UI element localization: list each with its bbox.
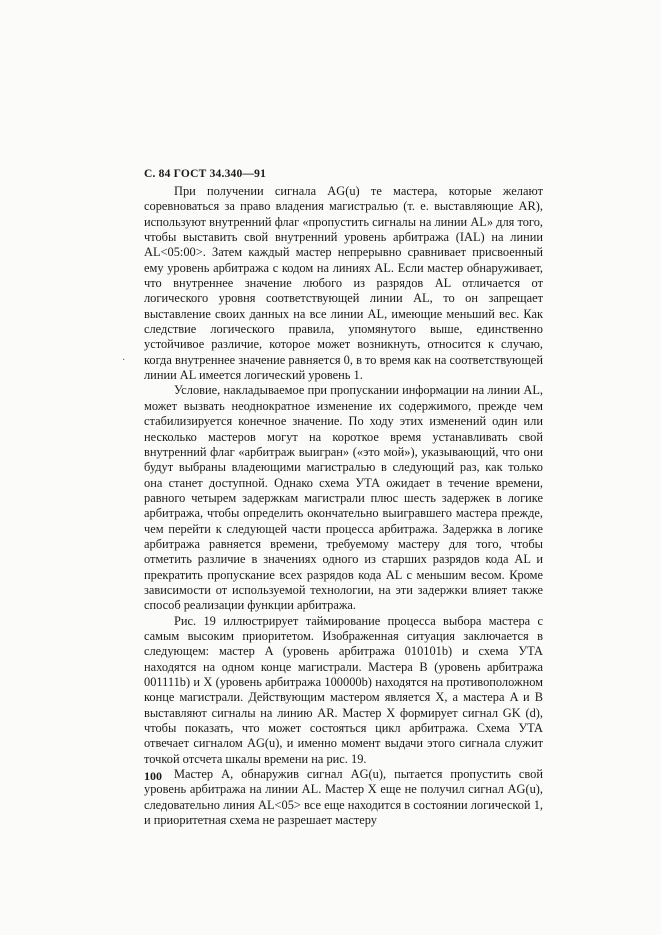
body-text xyxy=(144,184,543,828)
paragraph-1: При получении сигнала AG(u) те мастера, которые желают соревноваться за право владения магистралью (т. е. выставляющие AR), используют внутренний флаг «пропустить сигналы на линии AL» для того, чтобы выставить свой внутренний уровень арбитража (IAL) на линии AL<05:00>. Затем каждый мастер непрерывно сравнивает присвоенный ему уровень арбитража с кодом на линиях AL. Если мастер обнаруживает, что внутреннее значение любого из разрядов AL отличается от логического уровня соответствующей линии AL, то он запрещает выставление своих данных на все линии AL, имеющие меньший вес. Как следствие логического правила, упомянутого выше, единственно устойчивое различие, которое может возникнуть, относится к случаю, когда внутреннее значение равняется 0, в то время как на соответствующей линии AL имеется логический уровень 1. xyxy=(144,184,543,383)
paragraph-4: Мастер A, обнаружив сигнал AG(u), пытается пропустить свой уровень арбитража на линии AL. Мастер X еще не получил сигнал AG(u), следовательно линия AL<05> все еще находится в состоянии логической 1, и приоритетная схема не разрешает мастеру xyxy=(144,767,543,828)
page-header: С. 84 ГОСТ 34.340—91 xyxy=(144,168,267,180)
paragraph-3: Рис. 19 иллюстрирует таймирование процесса выбора мастера с самым высоким приоритетом. Изображенная ситуация заключается в следующем: мастер A (уровень арбитража 010101b) и схема УТА находятся на одном конце магистрали. Мастера B (уровень арбитража 001111b) и X (уровень арбитража 100000b) находятся на противоположном конце магистрали. Действующим мастером является X, а мастера A и B выставляют сигналы на линию AR. Мастер X формирует сигнал GK (d), чтобы показать, что может состояться цикл арбитража. Схема УТА отвечает сигналом AG(u), и именно момент выдачи этого сигнала служит точкой отсчета шкалы времени на рис. 19. xyxy=(144,613,543,766)
page-number: 100 xyxy=(144,769,162,783)
paragraph-2: Условие, накладываемое при пропускании информации на линии AL, может вызвать неоднократное изменение их содержимого, прежде чем стабилизируется конечное значение. По ходу этих изменений один или несколько мастеров могут на короткое время устанавливать свой внутренний флаг «арбитраж выигран» («это мой»), указывающий, что они будут выбраны владеющими магистралью в следующий раз, как только она станет доступной. Однако схема УТА ожидает в течение времени, равного четырем задержкам магистрали плюс шесть задержек в логике арбитража, чтобы определить окончательно выигравшего мастера прежде, чем перейти к следующей части процесса арбитража. Задержка в логике арбитража равняется времени, требуемому мастеру для того, чтобы отметить различие в значениях одного из старших разрядов кода AL и прекратить пропускание всех разрядов кода AL с меньшим весом. Кроме зависимости от используемой технологии, на эти задержки влияет также способ реализации функции арбитража. xyxy=(144,383,543,613)
margin-dot: · xyxy=(122,355,126,366)
